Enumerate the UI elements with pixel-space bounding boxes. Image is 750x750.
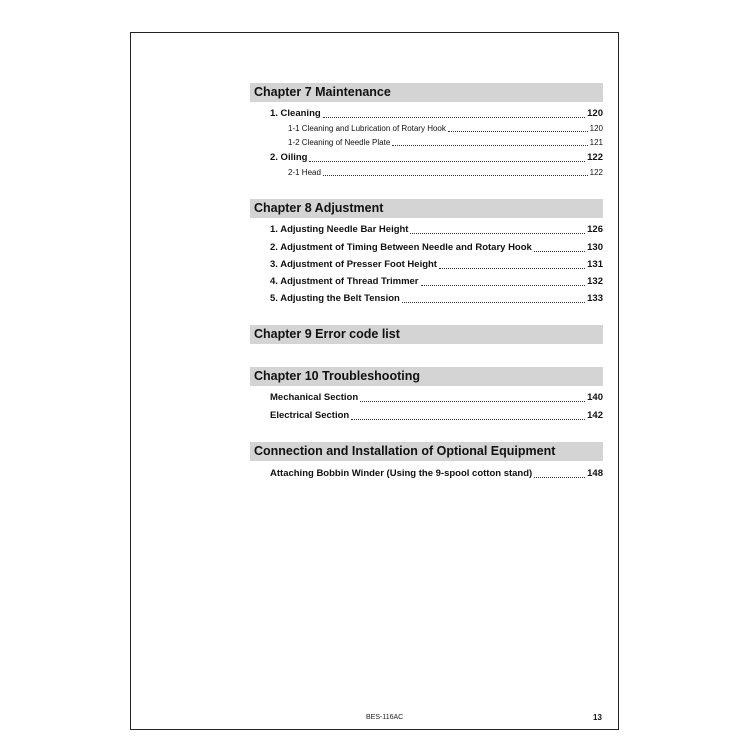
toc-entry-label: 1-2 Cleaning of Needle Plate <box>288 138 391 147</box>
toc-entry-page: 148 <box>587 468 603 479</box>
toc-entry-mechanical-section[interactable] <box>270 392 603 405</box>
toc-entry-label: 5. Adjusting the Belt Tension <box>270 293 400 304</box>
optional-equipment-heading: Connection and Installation of Optional Equipment <box>250 442 603 461</box>
toc-entry-needle-bar-height[interactable] <box>270 224 603 237</box>
dot-leader <box>392 145 587 146</box>
toc-entry-page: 122 <box>589 168 603 177</box>
toc-entry-oiling[interactable] <box>270 152 603 165</box>
toc-entry-label: 1. Cleaning <box>270 108 321 119</box>
toc-entry-label: 4. Adjustment of Thread Trimmer <box>270 276 419 287</box>
toc-entry-page: 126 <box>587 224 603 235</box>
toc-entry-page: 142 <box>587 410 603 421</box>
toc-entry-label: Mechanical Section <box>270 392 359 403</box>
toc-entry-label: 2. Adjustment of Timing Between Needle and Rotary Hook <box>270 242 532 253</box>
toc-entry-page: 120 <box>587 108 603 119</box>
toc-entry-label: 1. Adjusting Needle Bar Height <box>270 224 409 235</box>
toc-entry-bobbin-winder[interactable] <box>270 468 603 481</box>
toc-entry-label: Electrical Section <box>270 410 350 421</box>
chapter-10-heading: Chapter 10 Troubleshooting <box>250 367 603 386</box>
toc-entry-page: 131 <box>587 259 603 270</box>
toc-entry-page: 132 <box>587 276 603 287</box>
dot-leader <box>534 251 585 252</box>
toc-entry-label: 1-1 Cleaning and Lubrication of Rotary Hook <box>288 124 446 133</box>
toc-entry-label: 3. Adjustment of Presser Foot Height <box>270 259 437 270</box>
toc-entry-page: 140 <box>587 392 603 403</box>
toc-entry-presser-foot-height[interactable] <box>270 259 603 272</box>
toc-entry-page: 133 <box>587 293 603 304</box>
toc-entry-thread-trimmer[interactable] <box>270 276 603 289</box>
toc-entry-cleaning[interactable] <box>270 108 603 121</box>
toc-entry-label: 2. Oiling <box>270 152 308 163</box>
dot-leader <box>323 175 588 176</box>
toc-entry-rotary-hook-cleaning[interactable] <box>288 124 603 135</box>
dot-leader <box>360 401 585 402</box>
page-number: 13 <box>593 713 602 722</box>
toc-entry-page: 130 <box>587 242 603 253</box>
chapter-8-heading: Chapter 8 Adjustment <box>250 199 603 218</box>
dot-leader <box>309 161 585 162</box>
toc-entry-page: 121 <box>589 138 603 147</box>
toc-entry-timing-needle-hook[interactable] <box>270 242 603 255</box>
toc-entry-label: 2-1 Head <box>288 168 321 177</box>
toc-entry-label: Attaching Bobbin Winder (Using the 9-spool cotton stand) <box>270 468 533 479</box>
dot-leader <box>402 302 585 303</box>
dot-leader <box>410 233 585 234</box>
dot-leader <box>534 477 585 478</box>
dot-leader <box>439 268 585 269</box>
toc-entry-head[interactable] <box>288 168 603 179</box>
toc-entry-page: 120 <box>589 124 603 133</box>
toc-entry-electrical-section[interactable] <box>270 410 603 423</box>
toc-entry-needle-plate-cleaning[interactable] <box>288 138 603 149</box>
dot-leader <box>323 117 585 118</box>
model-code: BES-116AC <box>366 714 404 721</box>
dot-leader <box>421 285 586 286</box>
toc-entry-page: 122 <box>587 152 603 163</box>
dot-leader <box>351 419 585 420</box>
chapter-7-heading: Chapter 7 Maintenance <box>250 83 603 102</box>
dot-leader <box>448 131 588 132</box>
toc-entry-belt-tension[interactable] <box>270 293 603 306</box>
chapter-9-heading: Chapter 9 Error code list <box>250 325 603 344</box>
